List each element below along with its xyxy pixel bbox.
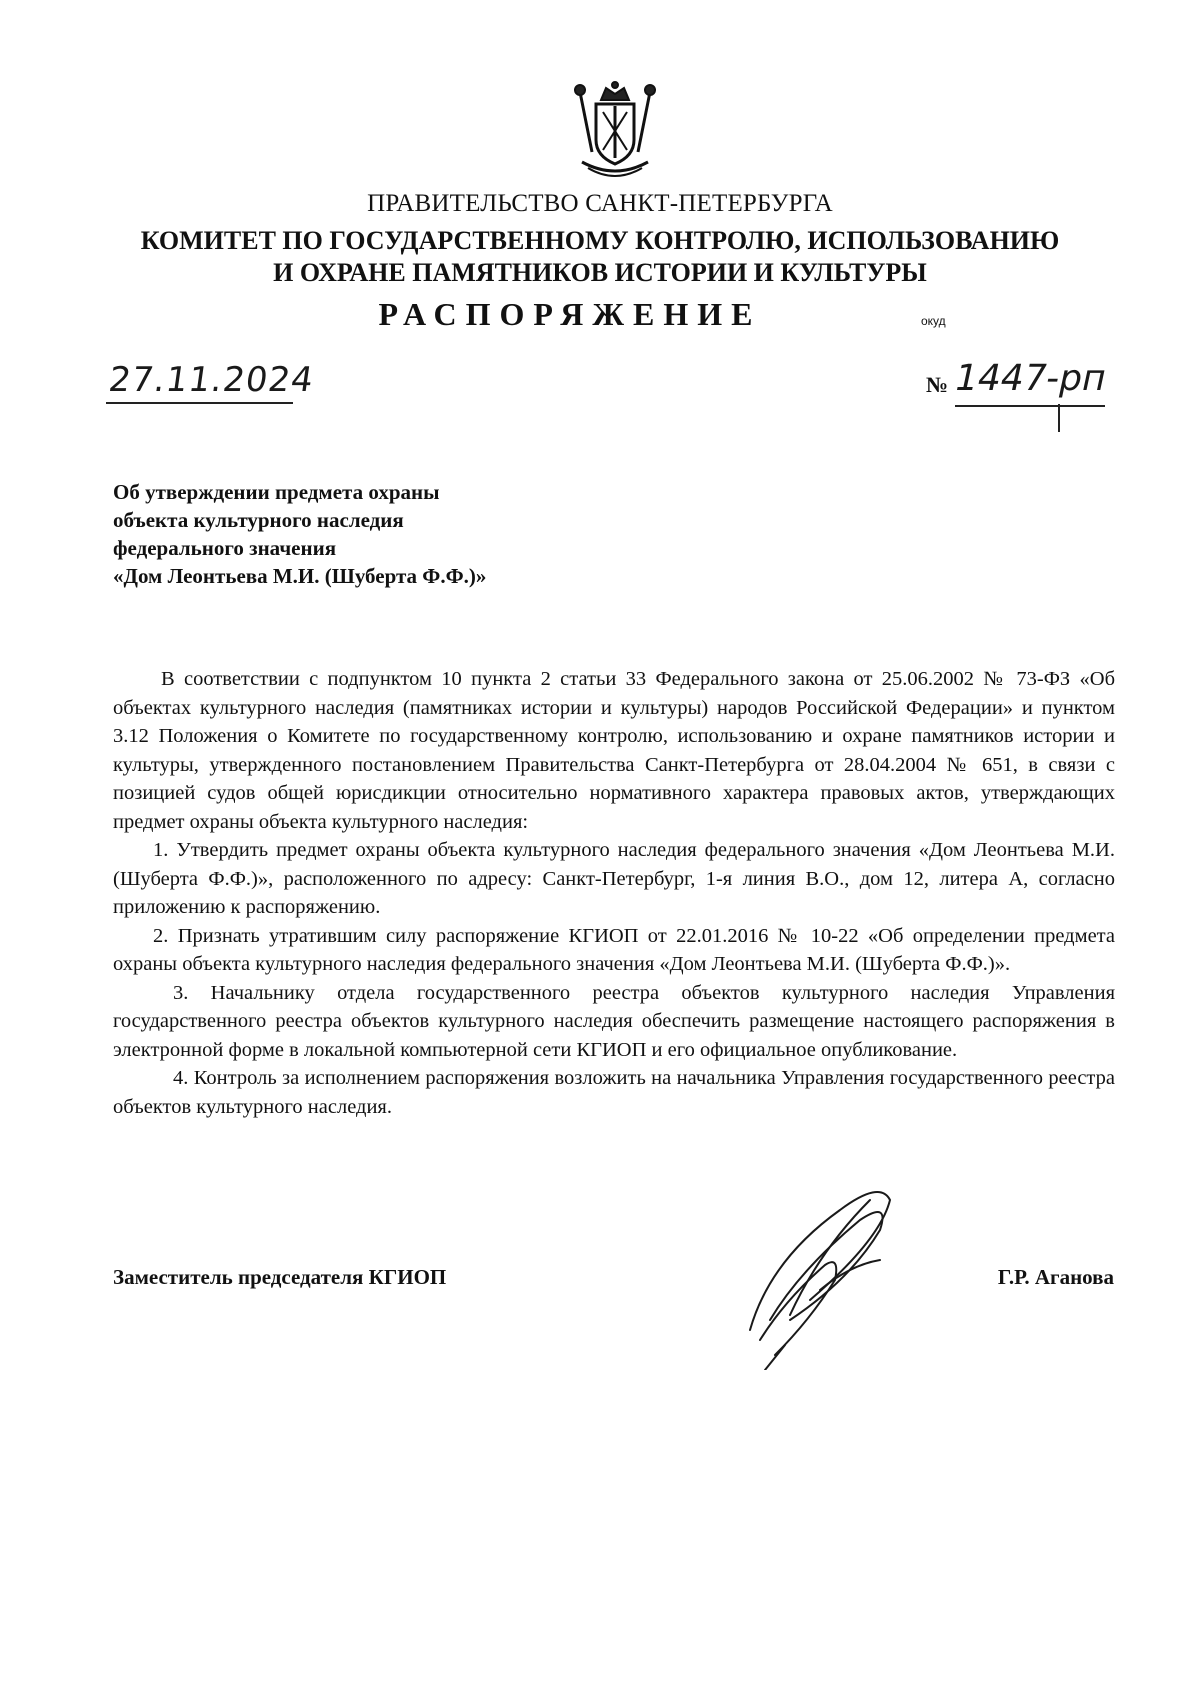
government-title: ПРАВИТЕЛЬСТВО САНКТ-ПЕТЕРБУРГА (367, 190, 833, 217)
item-4-paragraph: 4. Контроль за исполнением распоряжения возложить на начальника Управления государственного реестра объектов культурного наследия. (113, 1067, 1115, 1118)
committee-title-line-2: И ОХРАНЕ ПАМЯТНИКОВ ИСТОРИИ И КУЛЬТУРЫ (273, 258, 927, 287)
document-body (113, 665, 1115, 1121)
document-date: 27.11.2024 (106, 360, 317, 400)
number-prefix: № (926, 372, 949, 397)
committee-title-line-1: КОМИТЕТ ПО ГОСУДАРСТВЕННОМУ КОНТРОЛЮ, ИСПОЛЬЗОВАНИЮ (140, 226, 1060, 255)
subject-line: «Дом Леонтьева М.И. (Шуберта Ф.Ф.)» (113, 564, 487, 588)
number-tick-mark (1058, 404, 1060, 432)
handwritten-signature (730, 1170, 940, 1370)
signer-title: Заместитель председателя КГИОП (113, 1265, 447, 1289)
coat-of-arms-icon (568, 80, 663, 180)
signer-name: Г.Р. Аганова (997, 1265, 1114, 1289)
okud-label: окуд (921, 314, 946, 328)
subject-line: объекта культурного наследия (113, 508, 404, 532)
document-subject (113, 478, 486, 590)
item-3-paragraph: 3. Начальнику отдела государственного реестра объектов культурного наследия Управления государственного реестра объектов культурного наследия обеспечить размещение настоящего распоряжения в электронной форме в локальной компьютерной сети КГИОП и его официальное опубликование. (113, 981, 1115, 1061)
subject-line: федерального значения (113, 536, 337, 560)
subject-line: Об утверждении предмета охраны (113, 480, 440, 504)
document-type: РАСПОРЯЖЕНИЕ (378, 296, 762, 332)
preamble-paragraph: В соответствии с подпунктом 10 пункта 2 статьи 33 Федерального закона от 25.06.2002 № 73-ФЗ «Об объектах культурного наследия (памятниках истории и культуры) народов Российской Федерации» и пунктом 3.12 Положения о Комитете по государственному контролю, использованию и охране памятников истории и культуры, утвержденного постановлением Правительства Санкт-Петербурга от 28.04.2004 № 651, в связи с позицией судов общей юрисдикции относительно нормативного характера правовых актов, утверждающих предмет охраны объекта культурного наследия: (113, 668, 1115, 833)
number-underline (955, 405, 1105, 407)
date-underline (106, 402, 293, 404)
document-number: 1447-рп (950, 358, 1111, 399)
item-2-paragraph: 2. Признать утратившим силу распоряжение КГИОП от 22.01.2016 № 10-22 «Об определении предмета охраны объекта культурного наследия федерального значения «Дом Леонтьева М.И. (Шуберта Ф.Ф.)». (113, 924, 1115, 975)
item-1-paragraph: 1. Утвердить предмет охраны объекта культурного наследия федерального значения «Дом Леонтьева М.И. (Шуберта Ф.Ф.)», расположенного по адресу: Санкт-Петербург, 1-я линия В.О., дом 12, литера А, согласно приложению к распоряжению. (113, 839, 1115, 918)
